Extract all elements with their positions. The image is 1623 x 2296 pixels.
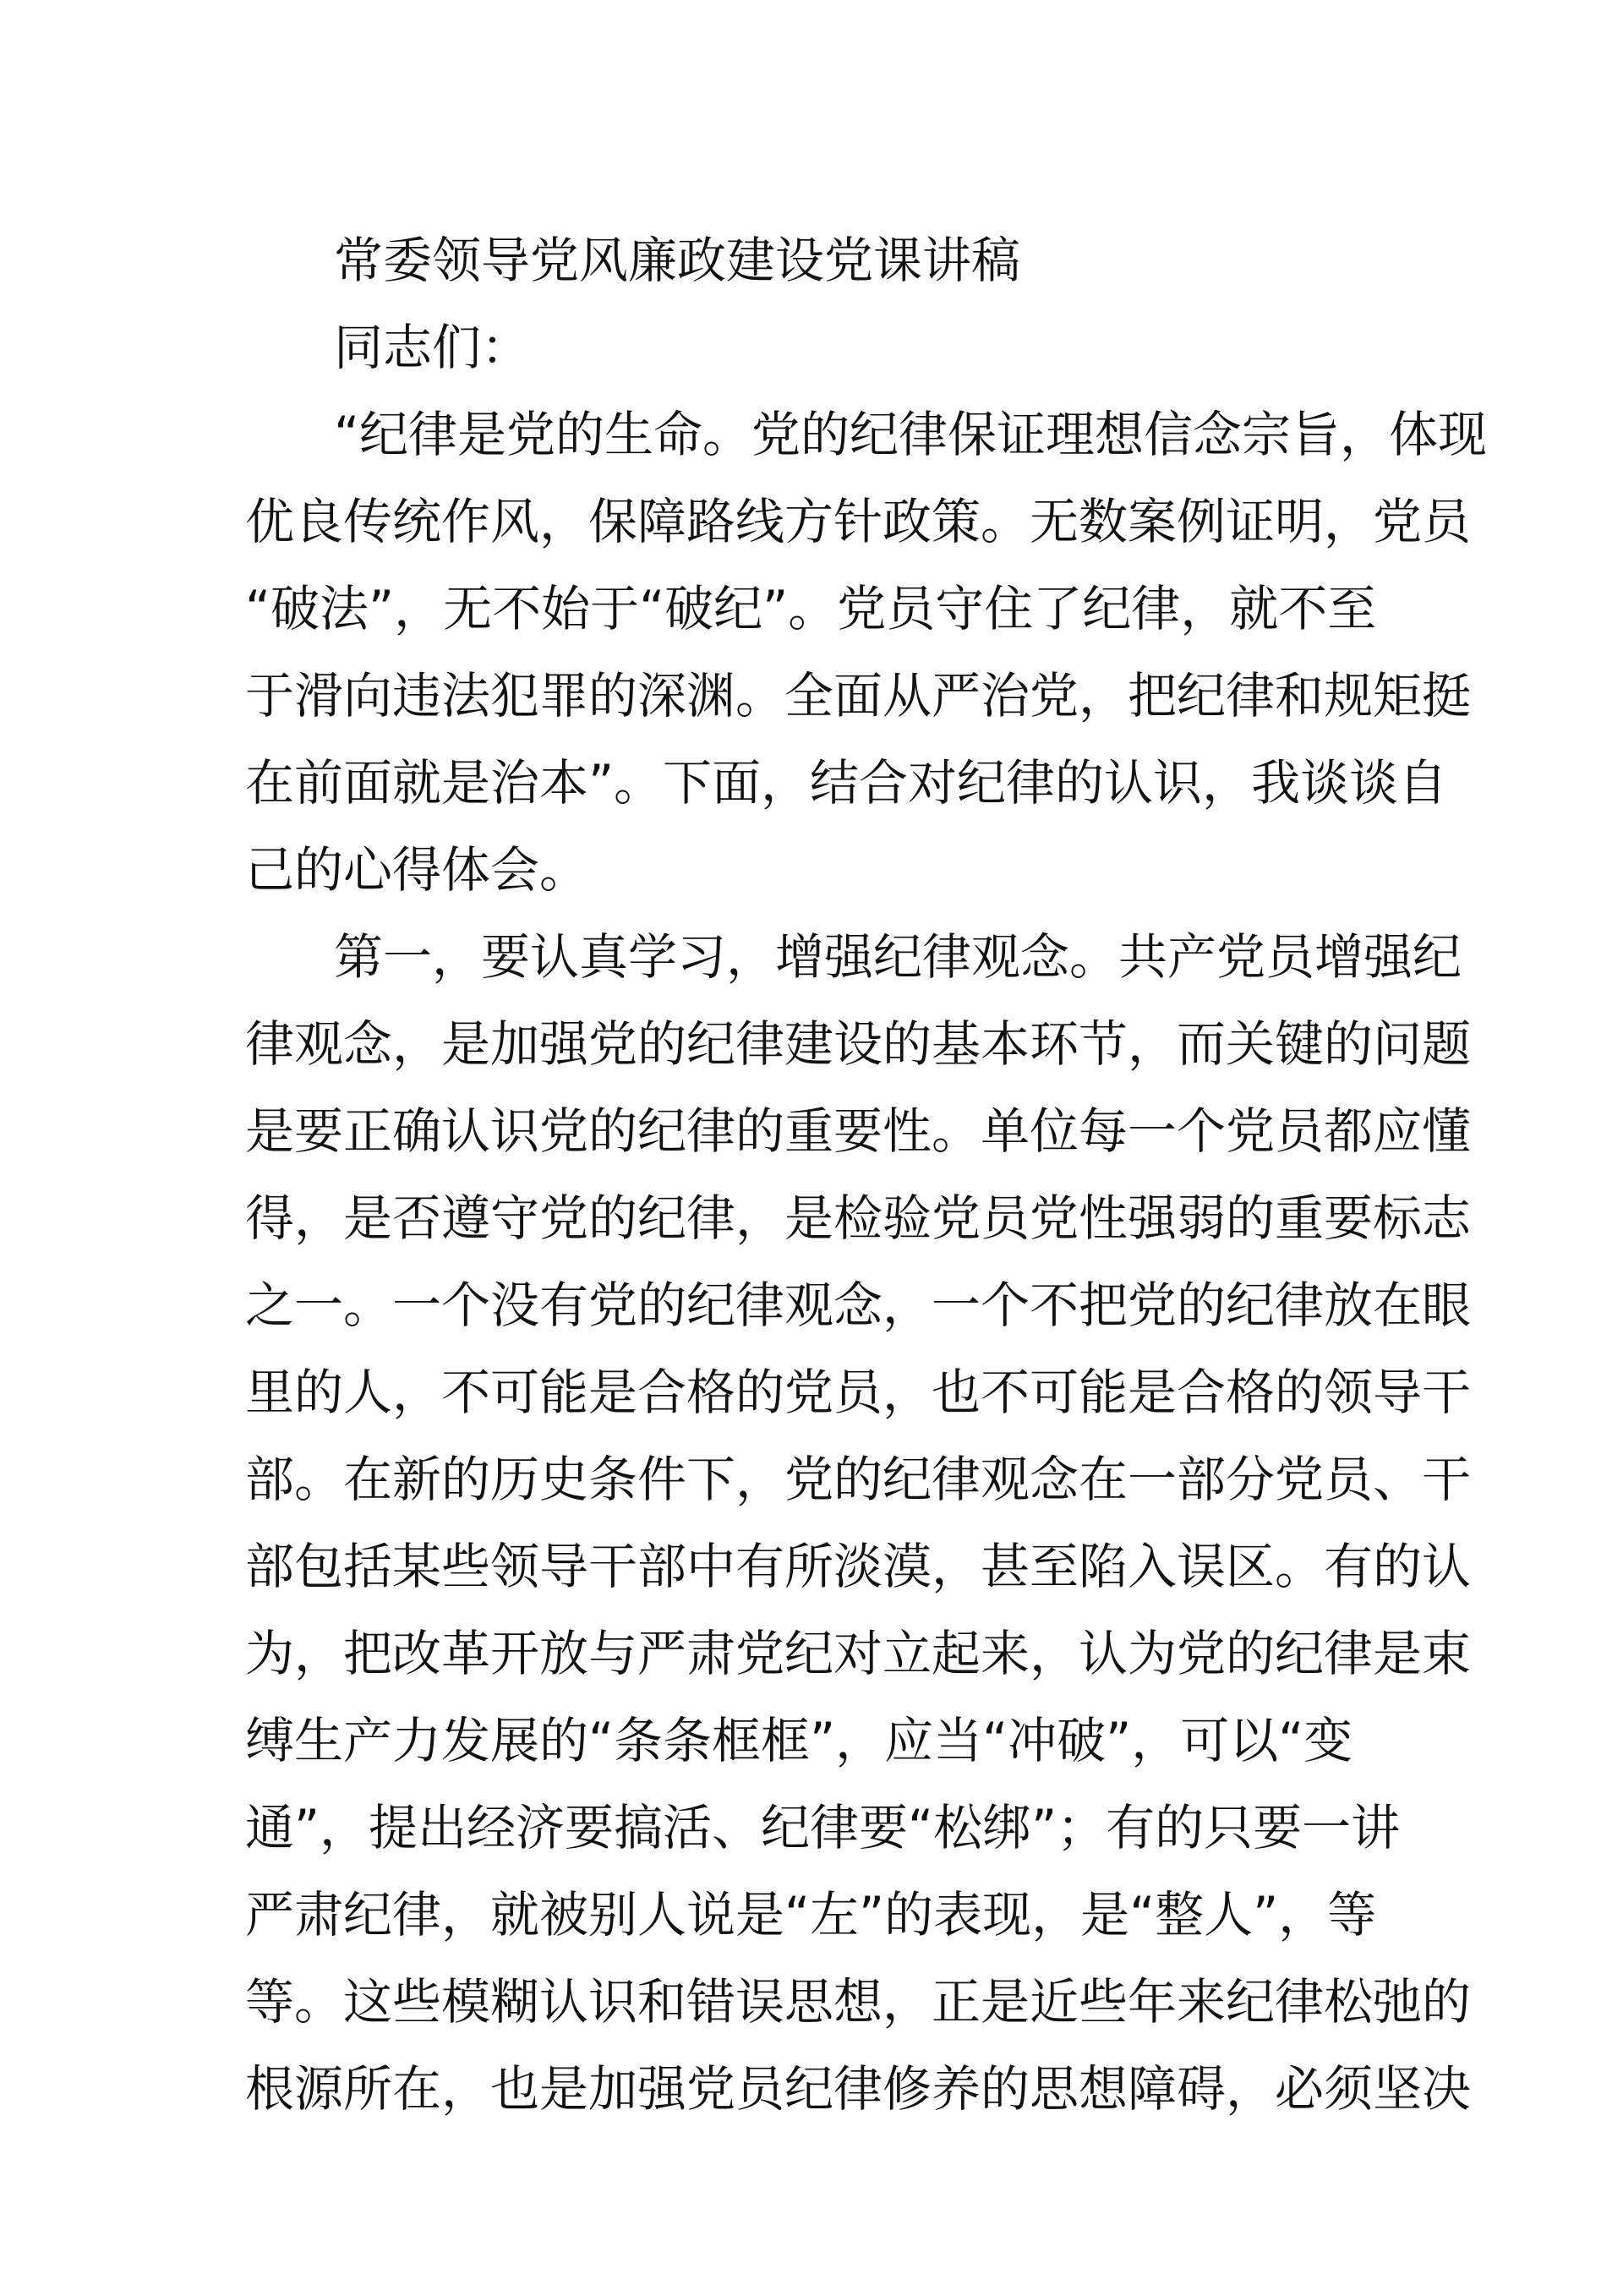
salutation: 同志们：: [334, 319, 531, 376]
paragraph-line: 根源所在，也是加强党员纪律修养的思想障碍，必须坚决: [245, 2060, 1472, 2118]
paragraph-line: 律观念，是加强党的纪律建设的基本环节，而关键的问题: [245, 1015, 1472, 1073]
paragraph-line: “破法”，无不始于“破纪”。党员守住了纪律，就不至: [245, 580, 1377, 637]
paragraph-line: 之一。一个没有党的纪律观念，一个不把党的纪律放在眼: [245, 1276, 1472, 1334]
document-title: 常委领导党风廉政建设党课讲稿: [334, 232, 1021, 289]
paragraph-line: 里的人，不可能是合格的党员，也不可能是合格的领导干: [245, 1364, 1472, 1421]
paragraph-line: 己的心得体会。: [245, 841, 589, 899]
paragraph-line: “纪律是党的生命。党的纪律保证理想信念宗旨，体现: [334, 406, 1488, 463]
paragraph-line: 等。这些模糊认识和错误思想，正是近些年来纪律松弛的: [245, 1973, 1472, 2031]
paragraph-line: 部包括某些领导干部中有所淡漠，甚至陷入误区。有的认: [245, 1538, 1472, 1595]
paragraph-line: 在前面就是治本”。下面，结合对纪律的认识，我谈谈自: [245, 754, 1448, 812]
paragraph-line: 严肃纪律，就被别人说是“左”的表现，是“整人”，等: [245, 1886, 1377, 1943]
paragraph-line: 通”，提出经济要搞活、纪律要“松绑”；有的只要一讲: [245, 1799, 1401, 1856]
paragraph-line: 缚生产力发展的“条条框框”，应当“冲破”，可以“变: [245, 1712, 1353, 1769]
paragraph-line: 第一，要认真学习，增强纪律观念。共产党员增强纪: [334, 928, 1462, 986]
paragraph-line: 为，把改革开放与严肃党纪对立起来，认为党的纪律是束: [245, 1625, 1472, 1682]
paragraph-line: 部。在新的历史条件下，党的纪律观念在一部分党员、干: [245, 1451, 1472, 1508]
paragraph-line: 是要正确认识党的纪律的重要性。单位每一个党员都应懂: [245, 1102, 1472, 1160]
paragraph-line: 得，是否遵守党的纪律，是检验党员党性强弱的重要标志: [245, 1189, 1472, 1247]
paragraph-line: 优良传统作风，保障路线方针政策。无数案例证明，党员: [245, 493, 1472, 550]
paragraph-line: 于滑向违法犯罪的深渊。全面从严治党，把纪律和规矩挺: [245, 667, 1472, 724]
